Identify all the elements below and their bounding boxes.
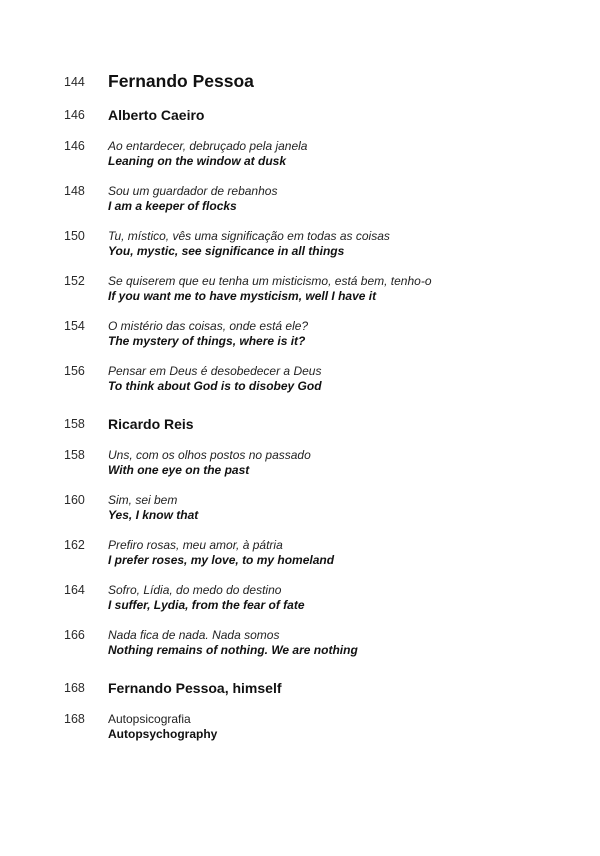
poem-original-title: Prefiro rosas, meu amor, à pátria: [108, 538, 283, 552]
section-title: Alberto Caeiro: [108, 107, 205, 123]
section-title: Fernando Pessoa, himself: [108, 680, 282, 696]
page-number: 154: [64, 319, 85, 333]
page-number: 156: [64, 364, 85, 378]
poem-original-title: Se quiserem que eu tenha um misticismo, está bem, tenho-o: [108, 274, 432, 288]
author-title: Fernando Pessoa: [108, 71, 254, 91]
poem-original-title: Tu, místico, vês uma significação em todas as coisas: [108, 229, 390, 243]
poem-translated-title: Leaning on the window at dusk: [108, 154, 287, 168]
poem-translated-title: You, mystic, see significance in all things: [108, 244, 345, 258]
page-number: 168: [64, 712, 85, 726]
poem-translated-title: To think about God is to disobey God: [108, 379, 322, 393]
page-number: 148: [64, 184, 85, 198]
poem-translated-title: Autopsychography: [108, 727, 218, 741]
poem-original-title: Pensar em Deus é desobedecer a Deus: [108, 364, 322, 378]
page-number: 162: [64, 538, 85, 552]
poem-translated-title: Yes, I know that: [108, 508, 199, 522]
page-number: 158: [64, 417, 85, 431]
poem-translated-title: I am a keeper of flocks: [108, 199, 237, 213]
page-number: 144: [64, 75, 85, 89]
poem-translated-title: I suffer, Lydia, from the fear of fate: [108, 598, 305, 612]
page-number: 166: [64, 628, 85, 642]
poem-original-title: Sim, sei bem: [108, 493, 178, 507]
page-number: 164: [64, 583, 85, 597]
section-title: Ricardo Reis: [108, 416, 194, 432]
page-number: 152: [64, 274, 85, 288]
page-number: 146: [64, 108, 85, 122]
poem-original-title: O mistério das coisas, onde está ele?: [108, 319, 309, 333]
page-number: 146: [64, 139, 85, 153]
poem-original-title: Autopsicografia: [108, 712, 191, 726]
poem-original-title: Ao entardecer, debruçado pela janela: [108, 139, 308, 153]
poem-translated-title: With one eye on the past: [108, 463, 250, 477]
page-number: 150: [64, 229, 85, 243]
poem-original-title: Nada fica de nada. Nada somos: [108, 628, 280, 642]
poem-original-title: Sou um guardador de rebanhos: [108, 184, 278, 198]
poem-translated-title: Nothing remains of nothing. We are nothing: [108, 643, 358, 657]
poem-translated-title: I prefer roses, my love, to my homeland: [108, 553, 335, 567]
page-number: 160: [64, 493, 85, 507]
poem-translated-title: The mystery of things, where is it?: [108, 334, 306, 348]
poem-original-title: Uns, com os olhos postos no passado: [108, 448, 311, 462]
page-number: 158: [64, 448, 85, 462]
poem-original-title: Sofro, Lídia, do medo do destino: [108, 583, 282, 597]
page-number: 168: [64, 681, 85, 695]
poem-translated-title: If you want me to have mysticism, well I have it: [108, 289, 377, 303]
